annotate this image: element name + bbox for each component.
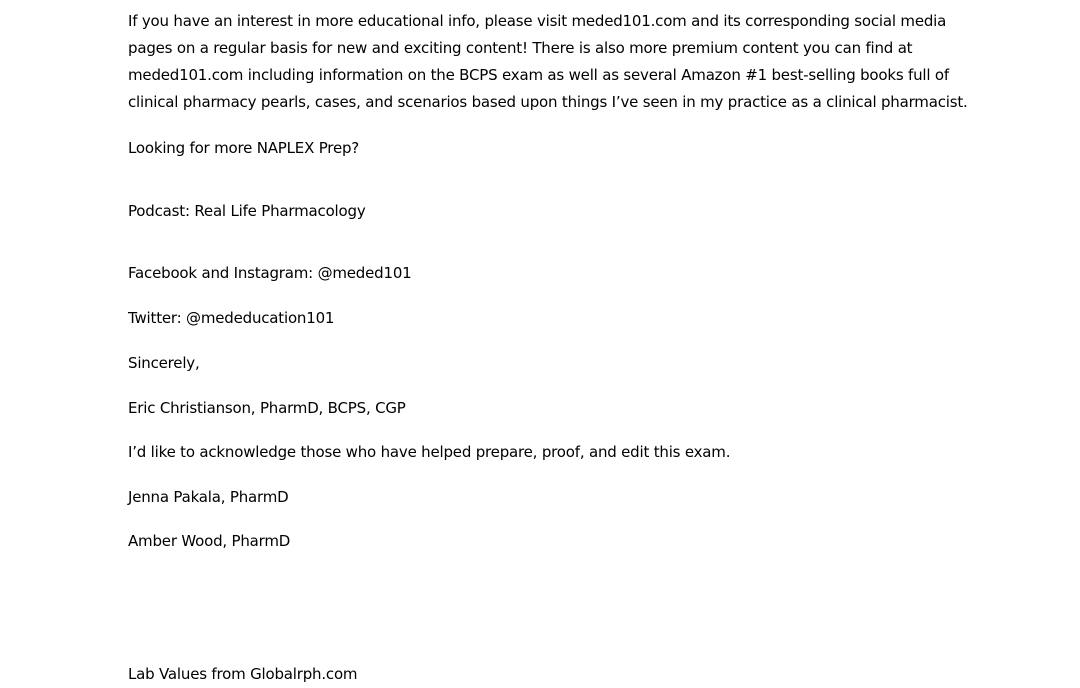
intro-line: clinical pharmacy pearls, cases, and scenarios based upon things I’ve seen in my practice as a clinical pharmacist. bbox=[128, 93, 968, 111]
twitter-line: Twitter: @mededucation101 bbox=[128, 309, 335, 327]
intro-line: If you have an interest in more educational info, please visit meded101.com and its corresponding social media bbox=[128, 12, 947, 30]
naplex-prompt: Looking for more NAPLEX Prep? bbox=[128, 139, 360, 157]
author-signature: Eric Christianson, PharmD, BCPS, CGP bbox=[128, 399, 406, 417]
intro-paragraph bbox=[128, 8, 1028, 116]
acknowledgement-line: I’d like to acknowledge those who have helped prepare, proof, and edit this exam. bbox=[128, 443, 731, 461]
intro-line: meded101.com including information on the BCPS exam as well as several Amazon #1 best-selling books full of bbox=[128, 66, 949, 84]
section-heading: Lab Values from Globalrph.com bbox=[128, 665, 358, 683]
contributor-name: Amber Wood, PharmD bbox=[128, 532, 291, 550]
contributor-name: Jenna Pakala, PharmD bbox=[128, 488, 289, 506]
intro-line: pages on a regular basis for new and exciting content! There is also more premium content you can find at bbox=[128, 39, 913, 57]
facebook-instagram-line: Facebook and Instagram: @meded101 bbox=[128, 264, 412, 282]
closing-line: Sincerely, bbox=[128, 354, 200, 372]
podcast-line: Podcast: Real Life Pharmacology bbox=[128, 202, 366, 220]
